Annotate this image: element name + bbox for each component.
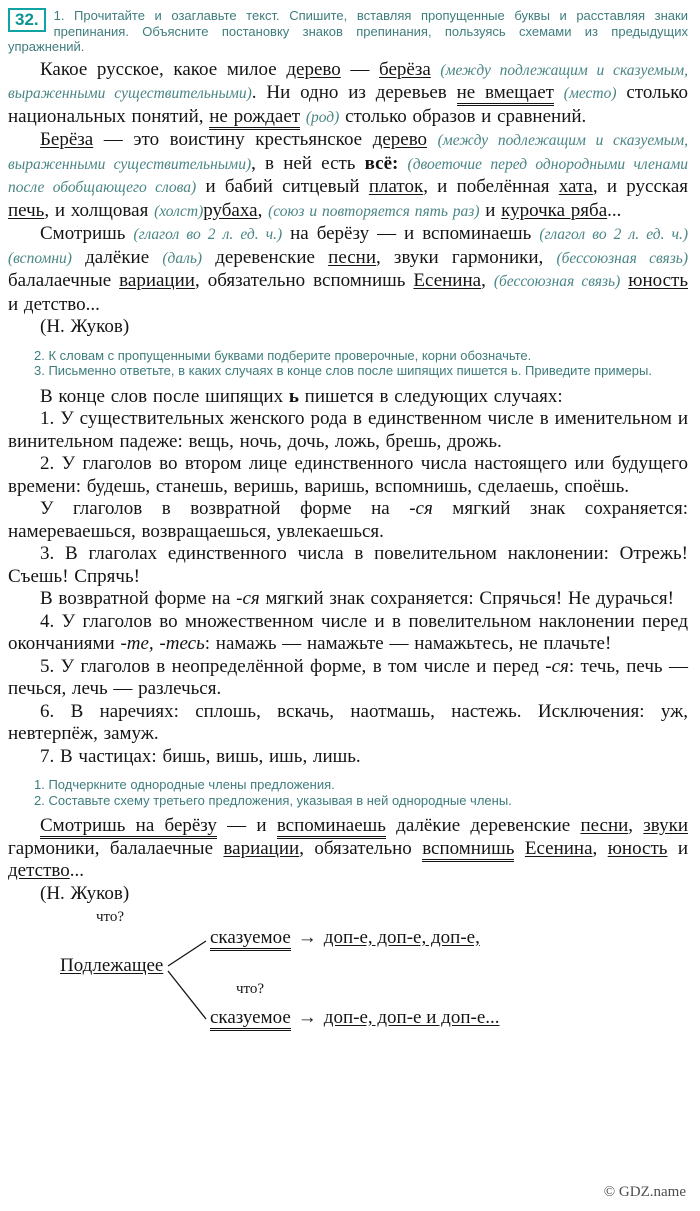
text-segment: 6. В наречиях: сплошь, вскачь, наотмашь, настежь. Исключения: уж, невтерпёж, замуж.: [8, 700, 688, 744]
text-segment: [554, 82, 564, 103]
text-segment: юность: [607, 837, 668, 859]
text-segment: всё:: [364, 152, 399, 174]
grammar-annotation: (бессоюзная связь): [556, 249, 688, 267]
text-segment: ,: [257, 199, 269, 221]
text-segment: и бабий ситцевый: [196, 176, 369, 197]
scheme-row-1: [210, 927, 480, 949]
text-segment: дерево: [286, 58, 341, 80]
text-segment: 2. У глаголов во втором лице единственного числа настоящего или будущего времени: будешь, станешь, веришь, варишь, вспомнишь, сделаешь, споёшь.: [8, 453, 688, 497]
text-segment: (Н. Жуков): [40, 316, 130, 337]
text-segment: Смотришь на берёзу: [40, 815, 217, 839]
grammar-annotation: (бессоюзная связь): [493, 273, 621, 290]
text-segment: ...: [607, 199, 622, 221]
task-instructions-mid: [8, 348, 688, 379]
paragraph: [8, 543, 688, 588]
paragraph: [8, 883, 688, 906]
text-segment: балалаечные: [8, 270, 120, 291]
paragraph: [8, 815, 688, 883]
arrow-icon: →: [297, 1007, 317, 1028]
paragraph: [8, 611, 688, 656]
text-segment: мягкий знак сохраняется: Спрячься! Не дурачься!: [259, 588, 674, 609]
text-segment: В конце слов после шипящих: [40, 385, 289, 407]
subject-label: Подлежащее: [60, 955, 164, 976]
text-segment: Берёза: [40, 129, 94, 150]
text-segment: ,: [628, 815, 644, 836]
text-segment: гармоники, балалаечные: [8, 837, 224, 859]
exercise-text: [8, 59, 688, 339]
answer-text: [8, 386, 688, 769]
text-segment: -ся: [409, 498, 433, 519]
text-segment: : намажь — намажьте — намажьтесь, не плачьте!: [204, 633, 612, 654]
text-segment: [427, 129, 438, 150]
text-segment: 5. У глаголов в неопределённой форме, в том числе и перед: [40, 655, 546, 677]
grammar-annotation: (союз и повторяется пять раз): [268, 202, 480, 220]
text-segment: дерево: [372, 129, 428, 150]
text-segment: — и: [216, 815, 277, 836]
paragraph: [8, 408, 688, 453]
text-segment: 1. Прочитайте и озаглавьте текст. Спишите, вставляя пропущенные буквы и расставляя знаки препинания. Объясните постановку знаков препинания, пользуясь схемами из предыдущих упражнений.: [8, 8, 688, 54]
text-segment: Какое русское, какое милое: [40, 58, 287, 80]
text-segment: мягкий знак сохраняется: намереваешься, возвращаешься, увлекаешься.: [8, 498, 688, 542]
text-segment: столько национальных понятий,: [8, 82, 688, 127]
text-segment: Смотришь: [40, 223, 134, 244]
question-label-bottom: что?: [236, 981, 265, 997]
text-segment: [398, 153, 407, 174]
text-segment: на берёзу — и вспоминаешь: [282, 223, 540, 244]
grammar-annotation: (род): [305, 108, 340, 126]
task-instructions-bottom: [8, 777, 688, 808]
objects-label: доп-е, доп-е и доп-е...: [323, 1007, 500, 1028]
text-segment: , и холщовая: [44, 199, 155, 221]
text-segment: . Ни одно из деревьев: [251, 82, 457, 103]
question-label-top: что?: [96, 909, 125, 925]
text-segment: 3. Письменно ответьте, в каких случаях в конце слов после шипящих пишется ь. Приведите примеры.: [34, 363, 652, 378]
paragraph: [8, 129, 688, 223]
text-segment: [514, 838, 524, 859]
text-segment: -ся: [236, 588, 260, 609]
text-segment: и: [667, 837, 689, 859]
paragraph: [8, 316, 688, 339]
paragraph: [8, 701, 688, 746]
predicate-label: сказуемое: [210, 927, 291, 951]
task-instructions-top: [8, 8, 688, 55]
grammar-annotation: (глагол во 2 л. ед. ч.): [133, 226, 283, 243]
final-answer-text: [8, 815, 688, 905]
text-segment: далёкие: [71, 246, 163, 268]
text-segment: пишется в следующих случаях:: [298, 385, 563, 407]
text-segment: ...: [69, 860, 84, 881]
text-segment: , обязательно: [299, 837, 423, 859]
text-segment: хата: [558, 176, 593, 197]
text-segment: 1. У существительных женского рода в единственном числе в именительном и винительном падеже: вещь, ночь, дочь, ложь, брешь, дрожь.: [8, 408, 688, 452]
text-segment: не рождает: [209, 106, 300, 130]
grammar-annotation: (холст): [154, 202, 204, 220]
paragraph: [8, 59, 688, 130]
text-segment: деревенские: [202, 246, 329, 268]
paragraph: [34, 348, 688, 364]
grammar-annotation: (глагол во 2 л. ед. ч.)(вспомни): [8, 226, 689, 267]
paragraph: [34, 363, 688, 379]
text-segment: юность: [628, 270, 688, 291]
paragraph: [8, 8, 688, 55]
grammar-annotation: (место): [563, 85, 617, 102]
paragraph: [8, 223, 688, 316]
text-segment: далёкие деревенские: [385, 815, 581, 836]
sentence-scheme-diagram: [60, 909, 688, 1037]
text-segment: вариации: [119, 270, 195, 291]
paragraph: [34, 777, 688, 793]
text-segment: , звуки гармоники,: [376, 246, 557, 268]
paragraph: [34, 793, 688, 809]
text-segment: столько образов и сравнений.: [339, 105, 587, 127]
text-segment: рубаха: [203, 199, 258, 221]
predicate-label: сказуемое: [210, 1007, 291, 1031]
text-segment: берёза: [379, 58, 431, 80]
text-segment: -ся: [545, 655, 569, 677]
text-segment: 2. Составьте схему третьего предложения, указывая в ней однородные члены.: [34, 792, 512, 808]
text-segment: В возвратной форме на: [40, 588, 237, 609]
text-segment: 3. В глаголах единственного числа в повелительном наклонении: Отрежь! Съешь! Спрячь!: [8, 543, 688, 587]
text-segment: (Н. Жуков): [40, 882, 130, 904]
text-segment: песни: [328, 246, 377, 268]
text-segment: Есенина: [524, 837, 593, 859]
scheme-row-2: [210, 1007, 500, 1029]
paragraph: [8, 656, 688, 701]
text-segment: — это воистину крестьянское: [93, 129, 373, 150]
text-segment: [431, 59, 441, 80]
grammar-annotation: (между подлежащим и сказуемым, выраженными существительными): [8, 132, 689, 173]
text-segment: платок: [368, 176, 424, 197]
text-segment: детство: [8, 860, 70, 881]
text-segment: —: [340, 58, 380, 80]
text-segment: , обязательно вспомнишь: [194, 270, 414, 291]
text-segment: 2. К словам с пропущенными буквами подберите проверочные, корни обозначьте.: [34, 347, 532, 363]
text-segment: вспоминаешь: [277, 815, 386, 839]
text-segment: песни: [580, 815, 629, 836]
text-segment: курочка ряба: [501, 199, 608, 221]
text-segment: 4. У глаголов во множественном числе и в повелительном наклонении перед окончаниями: [8, 610, 688, 654]
text-segment: , и побелённая: [423, 176, 559, 197]
paragraph: [8, 498, 688, 543]
paragraph: [8, 386, 688, 409]
text-segment: : течь, печь — печься, лечь — разлечься.: [8, 655, 688, 699]
text-segment: ,: [481, 270, 494, 291]
text-segment: вариации: [223, 837, 300, 859]
grammar-annotation: (даль): [162, 249, 203, 267]
text-segment: Есенина: [413, 270, 482, 291]
arrow-icon: →: [297, 927, 317, 948]
watermark: © GDZ.name: [603, 1184, 686, 1200]
text-segment: вспомнишь: [422, 838, 514, 862]
text-segment: не вмещает: [457, 82, 554, 106]
text-segment: печь: [8, 199, 45, 221]
paragraph: [8, 453, 688, 498]
text-segment: и детство...: [8, 293, 100, 315]
grammar-annotation: (между подлежащим и сказуемым, выраженными существительными): [8, 61, 689, 102]
grammar-annotation: (двоеточие перед однородными членами после обобщающего слова): [8, 155, 688, 196]
text-segment: У глаголов в возвратной форме на: [40, 498, 410, 519]
text-segment: ь: [288, 385, 299, 407]
text-segment: -те, -тесь: [120, 633, 205, 654]
objects-label: доп-е, доп-е, доп-е,: [323, 927, 480, 948]
text-segment: ,: [592, 837, 608, 859]
text-segment: 1. Подчеркните однородные члены предложения.: [34, 777, 335, 792]
exercise-number-badge: 32.: [8, 8, 46, 32]
text-segment: звуки: [643, 815, 689, 836]
paragraph: [8, 588, 688, 611]
text-segment: и: [479, 199, 502, 221]
paragraph: [8, 746, 688, 769]
text-segment: , в ней есть: [251, 152, 365, 174]
text-segment: , и русская: [592, 176, 689, 197]
text-segment: 7. В частицах: бишь, вишь, ишь, лишь.: [40, 745, 361, 767]
